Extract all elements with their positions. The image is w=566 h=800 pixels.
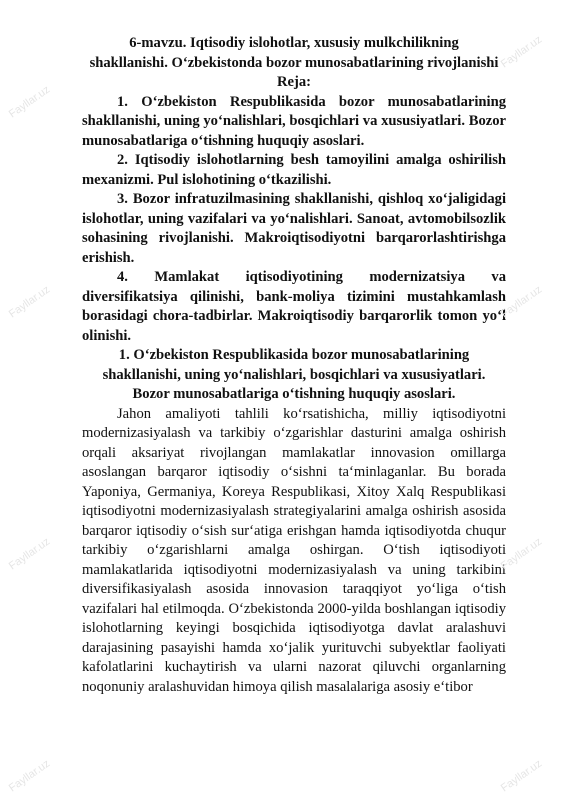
document-title-line-2: shakllanishi. O‘zbekistonda bozor munosabatlarining rivojlanishi xyxy=(89,54,499,71)
plan-item-2: 2. Iqtisodiy islohotlarning besh tamoyilini amalga oshirilish mexanizmi. Pul islohotining o‘tkazilishi. xyxy=(82,152,506,188)
watermark-text: Fayllar.uz xyxy=(6,535,53,573)
watermark-text: Fayllar.uz xyxy=(6,757,53,795)
plan-item-4: 4. Mamlakat iqtisodiyotining modernizatsiya va diversifikatsiya qilinishi, bank-moliya tizimini mustahkamlash borasidagi chora-tadbirlar. Makroiqtisodiy barqarorlik tomon yo‘l olinishi. xyxy=(82,269,506,344)
watermark-text: Fayllar.uz xyxy=(6,83,53,121)
document-title-line-1: 6-mavzu. Iqtisodiy islohotlar, xususiy mulkchilikning xyxy=(129,35,459,51)
watermark-text: Fayllar.uz xyxy=(498,757,545,795)
watermark-text: Fayllar.uz xyxy=(498,283,545,321)
watermark-text: Fayllar.uz xyxy=(6,283,53,321)
watermark-text: Fayllar.uz xyxy=(498,535,545,573)
plan-item-3: 3. Bozor infratuzilmasining shakllanishi, qishloq xo‘jaligidagi islohotlar, uning vazifalari va yo‘nalishlari. Sanoat, avtomobilsozlik sohasining rivojlanishi. Makroiqtisodiyotni barqarorlashtirishga erishish. xyxy=(82,191,506,266)
body-paragraph: Jahon amaliyoti tahlili ko‘rsatishicha, milliy iqtisodiyotni modernizasiyalash va tarkibiy o‘zgarishlar dasturini amalga oshirish orqali aksariyat rivojlangan mamlakatlar innovasion omillarga asoslangan barqaror iqtisodiy o‘sishni ta‘minlaganlar. Bu borada Yaponiya, Germaniya, Koreya Respublikasi, Xitoy Xalq Respublikasi iqtisodiyotni modernizasiyalash strategiyalarini amalga oshirish asosida barqaror iqtisodiy o‘sish sur‘atiga erishgan hamda iqtisodiyotda chuqur tarkibiy o‘zgarishlarni amalga oshirgan. O‘tish iqtisodiyoti mamlakatlarida iqtisodiyotni modernizasiyalash va uning tarkibini diversifikasiyalash asosida innovasion taraqqiyot yo‘liga o‘tish vazifalari hal etilmoqda. O‘zbekistonda 2000-yilda boshlangan iqtisodiy islohotlarning keyingi bosqichida iqtisodiyotga davlat aralashuvi darajasining pasayishi hamda xo‘jalik yurituvchi subyektlar faoliyati kafolatlarini kuchaytirish va ularni nazorat qiluvchi organlarning noqonuniy aralashuvidan himoya qilish masalalariga asosiy e‘tibor xyxy=(82,405,506,695)
watermark-text: Fayllar.uz xyxy=(498,33,545,71)
plan-heading: Reja: xyxy=(276,74,312,90)
section-heading: 1. O‘zbekiston Respublikasida bozor munosabatlarining shakllanishi, uning yo‘nalishlari, bosqichlari va xususiyatlari. Bozor munosabatlariga o‘tishning huquqiy asoslari. xyxy=(102,347,486,402)
plan-item-1: 1. O‘zbekiston Respublikasida bozor munosabatlarining shakllanishi, uning yo‘nalishlari, bosqichlari va xususiyatlari. Bozor munosabatlariga o‘tishning huquqiy asoslari. xyxy=(82,93,506,149)
